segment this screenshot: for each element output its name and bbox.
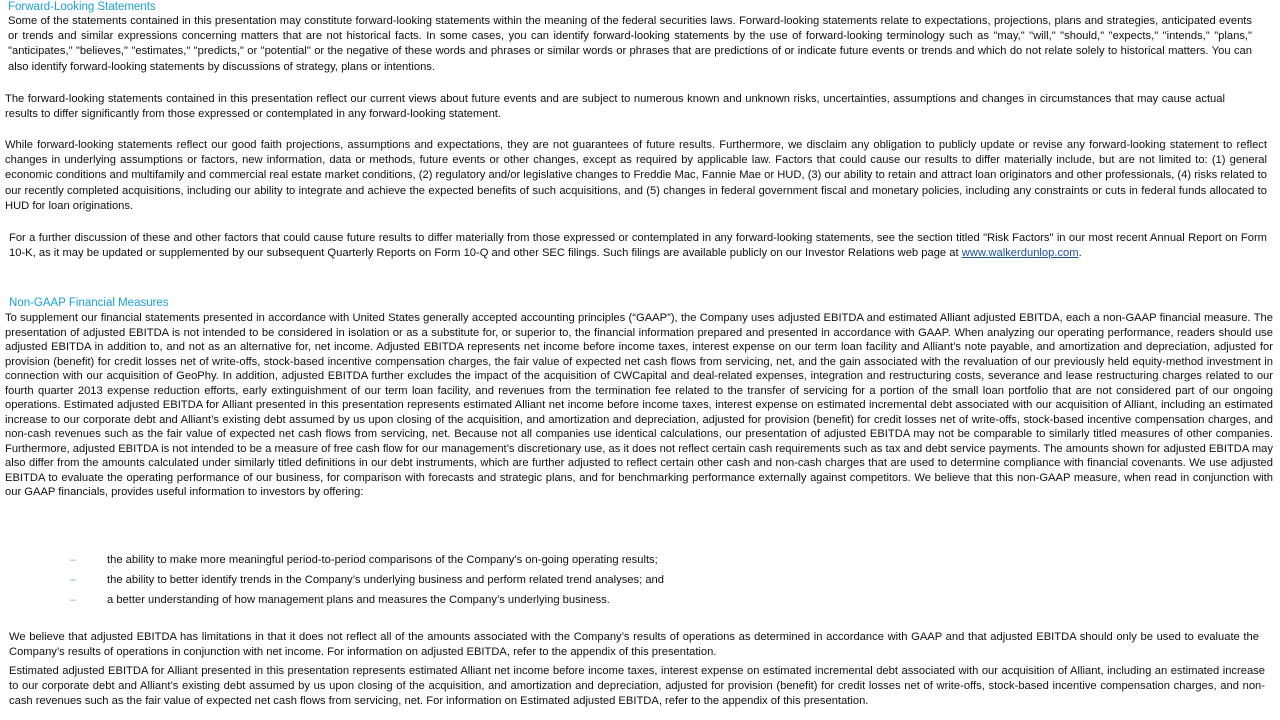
bullet-text: the ability to make more meaningful period-to-period comparisons of the Company’s on-going operating results; [107,554,658,566]
non-gaap-paragraph-1: To supplement our financial statements presented in accordance with United States generally accepted accounting principles (“GAAP”), the Company uses adjusted EBITDA and estimated Alliant adjusted EBITDA, each a non-GAAP financial measure. The presentation of adjusted EBITDA is not intended to be considered in isolation or as a substitute for, or superior to, the financial information prepared and presented in accordance with GAAP. When analyzing our operating performance, readers should use adjusted EBITDA in addition to, and not as an alternative for, net income. Adjusted EBITDA represents net income before income taxes, interest expense on our term loan facility and Alliant’s note payable, and amortization and depreciation, adjusted for provision (benefit) for credit losses net of write-offs, stock-based incentive compensation charges, the fair value of expected net cash flows from servicing, net, and the gain associated with the revaluation of our previously held equity-method investment in connection with our acquisition of GeoPhy. In addition, adjusted EBITDA further excludes the impact of the acquisition of CWCapital and deal-related expenses, integration and restructuring costs, severance and lease restructuring charges related to our fourth quarter 2013 expense reduction efforts, early extinguishment of our term loan facility, and revenues from the termination fee related to the transfer of servicing for a portion of the small loan portfolio that are not considered part of our ongoing operations. Estimated adjusted EBITDA for Alliant presented in this presentation represents estimated Alliant net income before income taxes, interest expense on estimated incremental debt associated with our acquisition of Alliant, including an estimated increase to our corporate debt and Alliant’s existing debt assumed by us upon closing of the acquisition, and amortization and depreciation, adjusted for provision (benefit) for credit losses net of write-offs, stock-based incentive compensation charges, and non-cash revenues such as the fair value of expected net cash flows from servicing, net. Because not all companies use identical calculations, our presentation of adjusted EBITDA may not be comparable to similarly titled measures of other companies. Furthermore, adjusted EBITDA is not intended to be a measure of free cash flow for our management’s discretionary use, as it does not reflect certain cash requirements such as tax and debt service payments. The amounts shown for adjusted EBITDA may also differ from the amounts calculated under similarly titled definitions in our debt instruments, which are further adjusted to reflect certain other cash and non-cash charges that are used to determine compliance with financial covenants. We use adjusted EBITDA to evaluate the operating performance of our business, for comparison with forecasts and strategic plans, and for benchmarking performance externally against competitors. We believe that this non-GAAP measure, when read in conjunction with our GAAP financials, provides useful information to investors by offering: [5,312,1273,498]
dash-icon: – [70,554,77,566]
dash-icon: – [70,594,77,606]
forward-looking-paragraph-2: The forward-looking statements contained in this presentation reflect our current views about future events and are subject to numerous known and unknown risks, uncertainties, assumptions and changes in circumstances that may cause actual results to differ significantly from those expressed or contemplated in any forward-looking statement. [5,93,1225,121]
walkerdunlop-link[interactable]: www.walkerdunlop.com [961,247,1079,260]
forward-looking-heading: Forward-Looking Statements [8,1,156,13]
non-gaap-paragraph-2: We believe that adjusted EBITDA has limitations in that it does not reflect all of the amounts associated with the Company’s results of operations as determined in accordance with GAAP and that adjusted EBITDA should only be used to evaluate the Company’s results of operations in conjunction with net income. For information on adjusted EBITDA, refer to the appendix of this presentation. [9,631,1259,659]
forward-looking-paragraph-3: While forward-looking statements reflect our good faith projections, assumptions and expectations, they are not guarantees of future results. Furthermore, we disclaim any obligation to publicly update or revise any forward-looking statement to reflect changes in underlying assumptions or factors, new information, data or methods, future events or other changes, except as required by applicable law. Factors that could cause our results to differ materially include, but are not limited to: (1) general economic conditions and multifamily and commercial real estate market conditions, (2) regulatory and/or legislative changes to Freddie Mac, Fannie Mae or HUD, (3) our ability to retain and attract loan originators and other professionals, (4) risks related to our recently completed acquisitions, including our ability to integrate and achieve the expected benefits of such acquisitions, and (5) changes in federal government fiscal and monetary policies, including any constraints or cuts in federal funds allocated to HUD for loan originations. [5,139,1267,212]
non-gaap-heading: Non-GAAP Financial Measures [9,297,169,309]
bullet-text: a better understanding of how management plans and measures the Company’s underlying business. [107,594,610,606]
forward-looking-paragraph-4 [9,231,1267,261]
dash-icon: – [70,574,77,586]
bullet-list [0,553,1280,613]
non-gaap-paragraph-3: Estimated adjusted EBITDA for Alliant presented in this presentation represents estimated Alliant net income before income taxes, interest expense on estimated incremental debt associated with our acquisition of Alliant, including an estimated increase to our corporate debt and Alliant’s existing debt assumed by us upon closing of the acquisition, and amortization and depreciation, adjusted for provision (benefit) for credit losses net of write-offs, stock-based incentive compensation charges, and non-cash revenues such as the fair value of expected net cash flows from servicing, net. For information on Estimated adjusted EBITDA, refer to the appendix of this presentation. [9,665,1265,707]
bullet-text: the ability to better identify trends in the Company’s underlying business and perform related trend analyses; and [107,574,665,586]
forward-looking-paragraph-4-end: . [1078,247,1082,260]
forward-looking-paragraph-1: Some of the statements contained in this presentation may constitute forward-looking statements within the meaning of the federal securities laws. Forward-looking statements relate to expectations, projections, plans and strategies, anticipated events or trends and similar expressions concerning matters that are not historical facts. In some cases, you can identify forward-looking statements by the use of forward-looking terminology such as "may," "will," "should," "expects," "intends," "plans," "anticipates," "believes," "estimates," "predicts," or "potential" or the negative of these words and phrases or similar words or phrases that are predictions of or indicate future events or trends and which do not relate solely to historical matters. You can also identify forward-looking statements by discussions of strategy, plans or intentions. [8,15,1252,73]
forward-looking-paragraph-4-text: For a further discussion of these and other factors that could cause future results to differ materially from those expressed or contemplated in any forward-looking statements, see the section titled "Risk Factors" in our most recent Annual Report on Form 10-K, as it may be updated or supplemented by our subsequent Quarterly Reports on Form 10-Q and other SEC filings. Such filings are available publicly on our Investor Relations web page at [9,232,1267,260]
